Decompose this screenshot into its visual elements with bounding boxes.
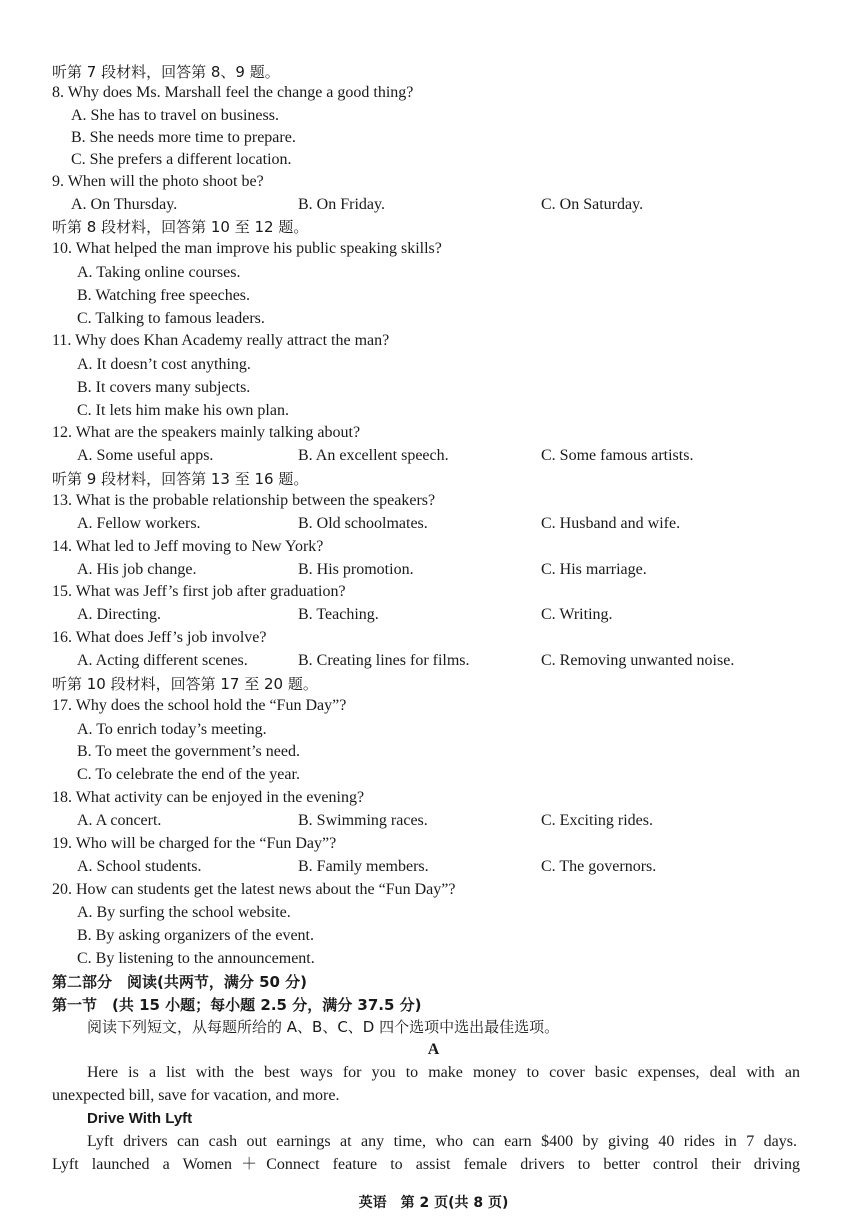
question-stem: 11. Why does Khan Academy really attract the man? — [52, 332, 390, 349]
option-b: B. Teaching. — [298, 606, 379, 623]
option-c: C. Some famous artists. — [541, 447, 694, 464]
page-footer: 英语 第 2 页(共 8 页) — [358, 1195, 509, 1211]
section-heading: 第一节 (共 15 小题；每小题 2.5 分，满分 37.5 分) — [52, 996, 422, 1014]
question-stem: 16. What does Jeff’s job involve? — [52, 629, 267, 646]
question-stem: 9. When will the photo shoot be? — [52, 173, 264, 190]
question-stem: 19. Who will be charged for the “Fun Day”? — [52, 835, 337, 852]
option-c: C. It lets him make his own plan. — [77, 402, 289, 419]
option-b: B. Swimming races. — [298, 812, 428, 829]
question-stem: 8. Why does Ms. Marshall feel the change a good thing? — [52, 84, 414, 101]
option-c: C. The governors. — [541, 858, 657, 875]
section-instruction: 听第 10 段材料，回答第 17 至 20 题。 — [52, 675, 318, 693]
option-b: B. She needs more time to prepare. — [71, 129, 296, 146]
option-b: B. Old schoolmates. — [298, 515, 428, 532]
paragraph-line: Lyft drivers can cash out earnings at any time, who can earn $400 by giving 40 rides in 7 days. — [87, 1133, 797, 1150]
option-a: A. Fellow workers. — [77, 515, 201, 532]
question-stem: 14. What led to Jeff moving to New York? — [52, 538, 324, 555]
question-stem: 12. What are the speakers mainly talking about? — [52, 424, 361, 441]
option-a: A. To enrich today’s meeting. — [77, 721, 267, 738]
option-c: C. Talking to famous leaders. — [77, 310, 265, 327]
paragraph-line: Lyft launched a Women＋Connect feature to assist female drivers to better control their driving — [52, 1156, 800, 1173]
option-a: A. She has to travel on business. — [71, 107, 279, 124]
section-instruction: 听第 8 段材料，回答第 10 至 12 题。 — [52, 218, 309, 236]
option-a: A. On Thursday. — [71, 196, 178, 213]
option-c: C. His marriage. — [541, 561, 647, 578]
option-c: C. Exciting rides. — [541, 812, 653, 829]
option-c: C. Writing. — [541, 606, 613, 623]
option-a: A. Some useful apps. — [77, 447, 214, 464]
question-stem: 20. How can students get the latest news about the “Fun Day”? — [52, 881, 456, 898]
option-a: A. A concert. — [77, 812, 162, 829]
passage-subheading: Drive With Lyft — [87, 1110, 193, 1127]
option-b: B. His promotion. — [298, 561, 414, 578]
option-a: A. Acting different scenes. — [77, 652, 248, 669]
option-c: C. On Saturday. — [541, 196, 644, 213]
option-b: B. To meet the government’s need. — [77, 743, 300, 760]
option-c: C. By listening to the announcement. — [77, 950, 315, 967]
section-instruction: 听第 9 段材料，回答第 13 至 16 题。 — [52, 470, 309, 488]
option-b: B. An excellent speech. — [298, 447, 449, 464]
option-a: A. Directing. — [77, 606, 161, 623]
question-stem: 17. Why does the school hold the “Fun Day”? — [52, 697, 347, 714]
option-b: B. On Friday. — [298, 196, 385, 213]
option-b: B. It covers many subjects. — [77, 379, 251, 396]
option-a: A. Taking online courses. — [77, 264, 241, 281]
option-c: C. She prefers a different location. — [71, 151, 292, 168]
paragraph-line: unexpected bill, save for vacation, and more. — [52, 1087, 340, 1104]
section-instruction: 听第 7 段材料，回答第 8、9 题。 — [52, 63, 280, 81]
question-stem: 15. What was Jeff’s first job after graduation? — [52, 583, 346, 600]
option-c: C. To celebrate the end of the year. — [77, 766, 300, 783]
option-c: C. Removing unwanted noise. — [541, 652, 735, 669]
passage-letter: A — [427, 1041, 440, 1058]
option-a: A. His job change. — [77, 561, 197, 578]
option-b: B. Family members. — [298, 858, 429, 875]
option-b: B. Creating lines for films. — [298, 652, 470, 669]
question-stem: 18. What activity can be enjoyed in the evening? — [52, 789, 365, 806]
option-a: A. School students. — [77, 858, 202, 875]
option-a: A. It doesn’t cost anything. — [77, 356, 251, 373]
part-heading: 第二部分 阅读(共两节，满分 50 分) — [52, 973, 308, 991]
option-a: A. By surfing the school website. — [77, 904, 291, 921]
reading-instruction: 阅读下列短文，从每题所给的 A、B、C、D 四个选项中选出最佳选项。 — [87, 1018, 560, 1036]
paragraph-line: Here is a list with the best ways for you to make money to cover basic expenses, deal with an — [87, 1064, 800, 1081]
question-stem: 10. What helped the man improve his public speaking skills? — [52, 240, 442, 257]
option-b: B. By asking organizers of the event. — [77, 927, 314, 944]
option-c: C. Husband and wife. — [541, 515, 681, 532]
question-stem: 13. What is the probable relationship between the speakers? — [52, 492, 436, 509]
option-b: B. Watching free speeches. — [77, 287, 251, 304]
